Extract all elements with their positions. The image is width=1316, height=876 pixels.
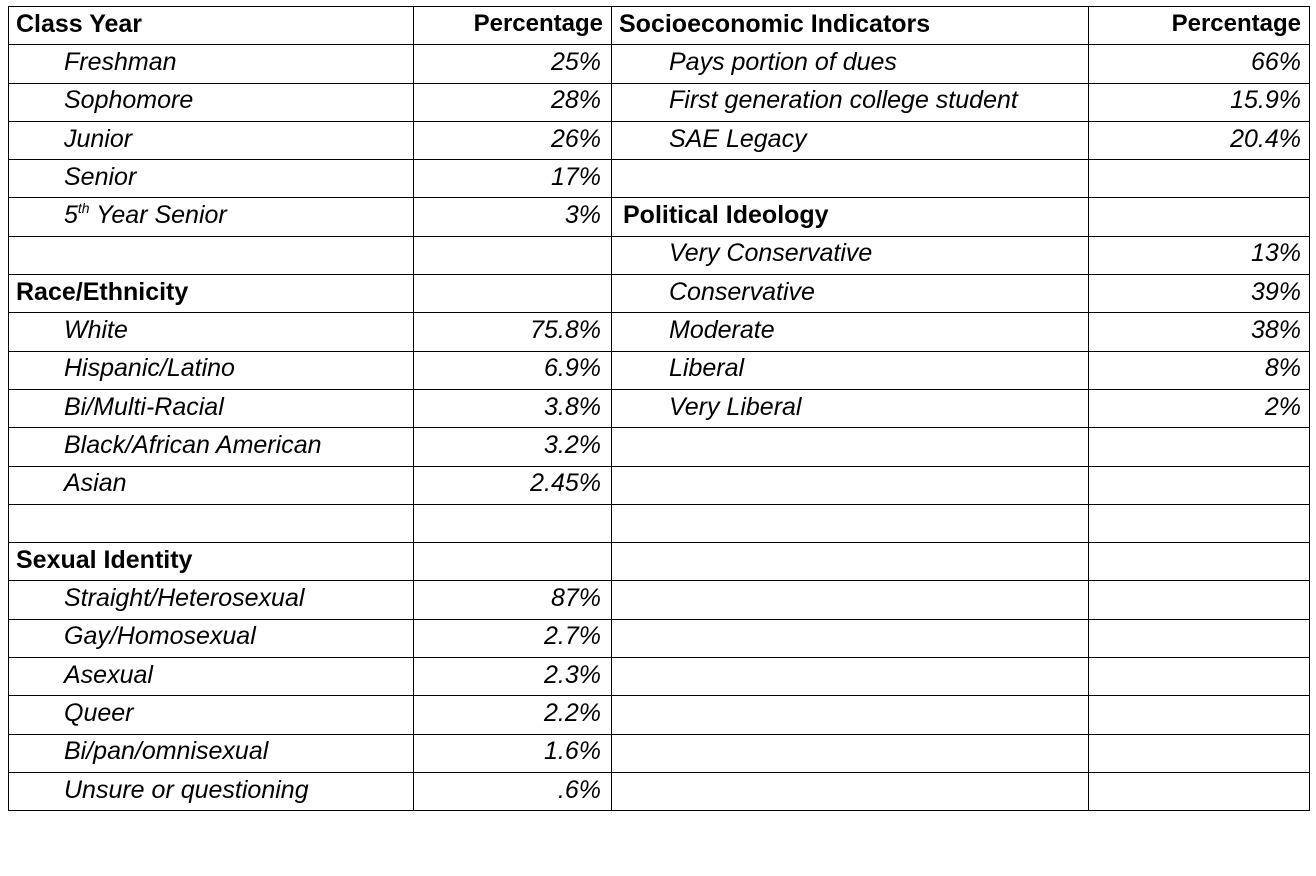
political-ideology-label: Moderate xyxy=(612,313,1089,351)
political-ideology-label: Liberal xyxy=(612,351,1089,389)
sexual-identity-value: .6% xyxy=(414,772,612,810)
political-ideology-header: Political Ideology xyxy=(612,198,1089,236)
sexual-identity-value: 2.7% xyxy=(414,619,612,657)
race-ethnicity-header: Race/Ethnicity xyxy=(9,275,414,313)
table-row xyxy=(9,45,1310,83)
empty-cell xyxy=(612,658,1089,696)
class-year-value: 3% xyxy=(414,198,612,236)
socioeconomic-value: 66% xyxy=(1089,45,1310,83)
class-year-label: 5th Year Senior xyxy=(9,198,414,236)
empty-cell xyxy=(612,581,1089,619)
political-ideology-value: 2% xyxy=(1089,389,1310,427)
sexual-identity-label: Gay/Homosexual xyxy=(9,619,414,657)
sexual-identity-label: Asexual xyxy=(9,658,414,696)
table-row xyxy=(9,198,1310,236)
table-row xyxy=(9,428,1310,466)
empty-cell xyxy=(1089,772,1310,810)
empty-cell xyxy=(1089,696,1310,734)
political-ideology-value: 38% xyxy=(1089,313,1310,351)
empty-cell xyxy=(9,504,414,542)
table-row xyxy=(9,772,1310,810)
empty-cell xyxy=(1089,734,1310,772)
empty-cell xyxy=(1089,504,1310,542)
class-year-header: Class Year xyxy=(9,7,414,45)
socioeconomic-value: 20.4% xyxy=(1089,121,1310,159)
table-row xyxy=(9,504,1310,542)
empty-cell xyxy=(414,504,612,542)
class-year-label: Sophomore xyxy=(9,83,414,121)
empty-cell xyxy=(414,275,612,313)
socioeconomic-label: Pays portion of dues xyxy=(612,45,1089,83)
percentage-header-right: Percentage xyxy=(1089,7,1310,45)
class-year-value: 28% xyxy=(414,83,612,121)
empty-cell xyxy=(1089,543,1310,581)
class-year-value: 26% xyxy=(414,121,612,159)
class-year-value: 17% xyxy=(414,160,612,198)
sexual-identity-value: 87% xyxy=(414,581,612,619)
empty-cell xyxy=(1089,619,1310,657)
race-ethnicity-value: 6.9% xyxy=(414,351,612,389)
race-ethnicity-value: 3.2% xyxy=(414,428,612,466)
race-ethnicity-label: Hispanic/Latino xyxy=(9,351,414,389)
empty-cell xyxy=(612,504,1089,542)
sexual-identity-value: 2.2% xyxy=(414,696,612,734)
table-row xyxy=(9,734,1310,772)
sexual-identity-value: 2.3% xyxy=(414,658,612,696)
political-ideology-label: Very Liberal xyxy=(612,389,1089,427)
sexual-identity-label: Bi/pan/omnisexual xyxy=(9,734,414,772)
race-ethnicity-label: Asian xyxy=(9,466,414,504)
empty-cell xyxy=(1089,658,1310,696)
sexual-identity-label: Unsure or questioning xyxy=(9,772,414,810)
table-row xyxy=(9,619,1310,657)
socioeconomic-header: Socioeconomic Indicators xyxy=(612,7,1089,45)
class-year-label: Junior xyxy=(9,121,414,159)
demographics-table xyxy=(8,6,1310,811)
table-row xyxy=(9,696,1310,734)
empty-cell xyxy=(1089,198,1310,236)
sexual-identity-header: Sexual Identity xyxy=(9,543,414,581)
race-ethnicity-value: 3.8% xyxy=(414,389,612,427)
socioeconomic-value: 15.9% xyxy=(1089,83,1310,121)
political-ideology-value: 13% xyxy=(1089,236,1310,274)
table-row xyxy=(9,160,1310,198)
political-ideology-value: 8% xyxy=(1089,351,1310,389)
empty-cell xyxy=(1089,581,1310,619)
class-year-label: Senior xyxy=(9,160,414,198)
table-row xyxy=(9,466,1310,504)
table-row xyxy=(9,7,1310,45)
class-year-value: 25% xyxy=(414,45,612,83)
race-ethnicity-label: Black/African American xyxy=(9,428,414,466)
table-row xyxy=(9,581,1310,619)
empty-cell xyxy=(612,772,1089,810)
table-row xyxy=(9,121,1310,159)
empty-cell xyxy=(612,543,1089,581)
table-row xyxy=(9,543,1310,581)
percentage-header-left: Percentage xyxy=(414,7,612,45)
empty-cell xyxy=(612,619,1089,657)
race-ethnicity-label: Bi/Multi-Racial xyxy=(9,389,414,427)
political-ideology-label: Very Conservative xyxy=(612,236,1089,274)
political-ideology-label: Conservative xyxy=(612,275,1089,313)
table-row xyxy=(9,275,1310,313)
race-ethnicity-label: White xyxy=(9,313,414,351)
socioeconomic-label: First generation college student xyxy=(612,83,1089,121)
empty-cell xyxy=(414,543,612,581)
empty-cell xyxy=(612,734,1089,772)
empty-cell xyxy=(612,160,1089,198)
table-row xyxy=(9,313,1310,351)
empty-cell xyxy=(1089,466,1310,504)
empty-cell xyxy=(1089,160,1310,198)
table-row xyxy=(9,389,1310,427)
table-row xyxy=(9,83,1310,121)
empty-cell xyxy=(612,466,1089,504)
table-row xyxy=(9,351,1310,389)
socioeconomic-label: SAE Legacy xyxy=(612,121,1089,159)
table-row xyxy=(9,236,1310,274)
class-year-label: Freshman xyxy=(9,45,414,83)
empty-cell xyxy=(1089,428,1310,466)
empty-cell xyxy=(414,236,612,274)
sexual-identity-value: 1.6% xyxy=(414,734,612,772)
sexual-identity-label: Queer xyxy=(9,696,414,734)
political-ideology-value: 39% xyxy=(1089,275,1310,313)
empty-cell xyxy=(612,428,1089,466)
race-ethnicity-value: 75.8% xyxy=(414,313,612,351)
race-ethnicity-value: 2.45% xyxy=(414,466,612,504)
empty-cell xyxy=(612,696,1089,734)
table-row xyxy=(9,658,1310,696)
empty-cell xyxy=(9,236,414,274)
sexual-identity-label: Straight/Heterosexual xyxy=(9,581,414,619)
